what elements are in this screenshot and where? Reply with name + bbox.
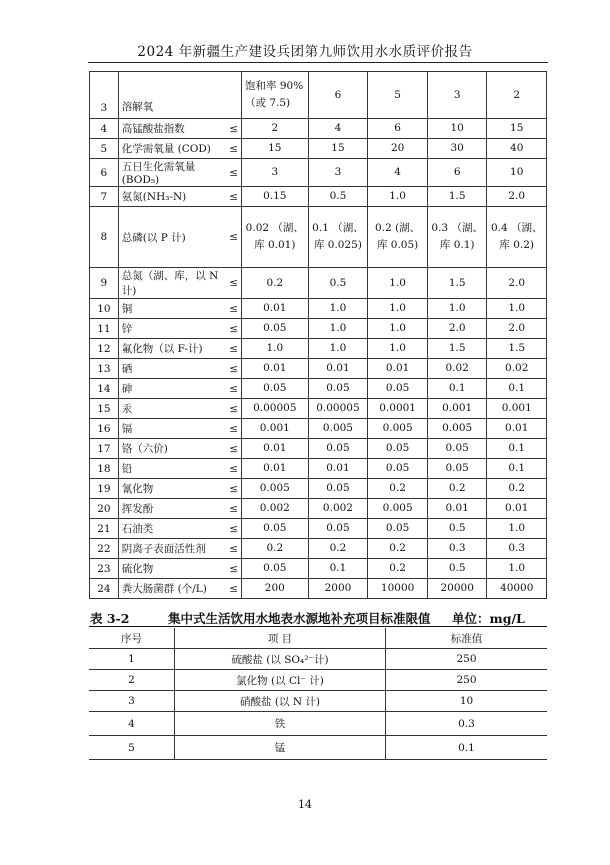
row-number: 22 (90, 539, 119, 559)
table2-header-no: 序号 (89, 628, 175, 649)
class-5-value: 2 (487, 72, 547, 119)
parameter-cell (118, 139, 241, 159)
class-5-value: 15 (487, 119, 547, 139)
limit-sign: ≤ (229, 231, 238, 243)
class-3-value: 1.0 (368, 319, 428, 339)
row-number: 21 (90, 519, 119, 539)
class-4-value: 3 (427, 72, 487, 119)
class-4-value: 1.5 (427, 187, 487, 207)
class-1-value: 0.01 (242, 439, 309, 459)
table-row (90, 399, 547, 419)
parameter-name: 氟化物（以 F-计) (121, 343, 203, 355)
row-number: 16 (90, 419, 119, 439)
row-number: 8 (90, 207, 119, 268)
class-5-value: 0.3 (487, 539, 547, 559)
class-1-value: 3 (242, 159, 309, 187)
row-number: 24 (90, 579, 119, 599)
table-row (90, 359, 547, 379)
row-number: 3 (90, 72, 119, 119)
table-row (89, 691, 547, 712)
parameter-name: 硫化物 (121, 563, 154, 575)
class-4-value: 20000 (427, 579, 487, 599)
class-2-value: 0.5 (308, 268, 368, 299)
parameter-name: 粪大肠菌群 (个/L) (121, 583, 207, 595)
class-5-value: 1.0 (487, 299, 547, 319)
class-1-value: 0.2 (242, 539, 309, 559)
class-2-value: 6 (308, 72, 368, 119)
class-2-value: 1.0 (308, 299, 368, 319)
table-row (90, 339, 547, 359)
class-4-value: 30 (427, 139, 487, 159)
class-2-value: 0.01 (308, 459, 368, 479)
table2-header-row (89, 628, 547, 649)
parameter-cell (118, 419, 241, 439)
row-number: 18 (90, 459, 119, 479)
class-2-value: 15 (308, 139, 368, 159)
limit-sign: ≤ (229, 522, 238, 535)
class-3-value: 0.2 (368, 479, 428, 499)
class-1-value: 0.01 (242, 459, 309, 479)
class-3-value: 1.0 (368, 339, 428, 359)
class-2-value: 0.00005 (308, 399, 368, 419)
parameter-name: 氨氮(NH₃-N) (121, 191, 187, 203)
class-4-value: 0.5 (427, 559, 487, 579)
table-row (89, 736, 547, 760)
parameter-cell (118, 399, 241, 419)
limit-sign: ≤ (229, 190, 238, 203)
parameter-cell (118, 359, 241, 379)
class-1-value: 0.005 (242, 479, 309, 499)
class-5-value: 0.01 (487, 499, 547, 519)
class-4-value: 10 (427, 119, 487, 139)
class-4-value: 0.1 (427, 379, 487, 399)
table-row (90, 139, 547, 159)
table-row (90, 379, 547, 399)
class-5-value: 40 (487, 139, 547, 159)
class-5-value: 2.0 (487, 268, 547, 299)
class-1-value: 0.05 (242, 519, 309, 539)
parameter-cell (118, 559, 241, 579)
limit-sign: ≤ (229, 422, 238, 435)
class-4-value: 1.5 (427, 268, 487, 299)
class-3-value: 0.01 (368, 359, 428, 379)
class-3-value: 0.05 (368, 459, 428, 479)
class-2-value: 0.005 (308, 419, 368, 439)
row-number: 12 (90, 339, 119, 359)
class-2-value: 0.5 (308, 187, 368, 207)
class-4-value: 2.0 (427, 319, 487, 339)
class-5-value: 0.4 （湖、库 0.2) (487, 207, 547, 268)
class-3-value: 0.05 (368, 519, 428, 539)
class-5-value: 0.001 (487, 399, 547, 419)
parameter-cell (118, 299, 241, 319)
parameter-cell (118, 187, 241, 207)
parameter-cell (118, 319, 241, 339)
parameter-cell (118, 519, 241, 539)
class-1-value: 0.00005 (242, 399, 309, 419)
class-1-value: 饱和率 90% （或 7.5) (242, 72, 309, 119)
class-1-value: 0.01 (242, 299, 309, 319)
limit-sign: ≤ (229, 482, 238, 495)
limit-sign: ≤ (229, 402, 238, 415)
class-1-value: 0.01 (242, 359, 309, 379)
class-2-value: 0.05 (308, 479, 368, 499)
supplementary-items-table (89, 628, 547, 760)
table2-item: 氯化物 (以 Cl⁻ 计) (175, 670, 386, 691)
class-3-value: 1.0 (368, 268, 428, 299)
row-number: 13 (90, 359, 119, 379)
limit-sign: ≤ (229, 122, 238, 135)
table-row (90, 119, 547, 139)
class-4-value: 0.05 (427, 439, 487, 459)
class-1-value: 2 (242, 119, 309, 139)
parameter-cell (118, 339, 241, 359)
class-5-value: 0.01 (487, 419, 547, 439)
class-3-value: 0.005 (368, 499, 428, 519)
parameter-name: 高锰酸盐指数 (121, 123, 185, 135)
class-5-value: 0.1 (487, 379, 547, 399)
parameter-name: 铜 (121, 303, 133, 315)
limit-sign: ≤ (229, 562, 238, 575)
header-rule (88, 62, 548, 63)
table-row (90, 299, 547, 319)
parameter-name: 砷 (121, 383, 133, 395)
parameter-cell (118, 72, 241, 119)
table2-label: 表 3-2 (90, 611, 130, 626)
table2-item: 硝酸盐 (以 N 计) (175, 691, 386, 712)
table2-top-rule (89, 626, 547, 627)
class-1-value: 1.0 (242, 339, 309, 359)
class-3-value: 4 (368, 159, 428, 187)
class-3-value: 0.2 (湖、库 0.05) (368, 207, 428, 268)
class-5-value: 2.0 (487, 319, 547, 339)
parameter-cell (118, 459, 241, 479)
class-1-value: 15 (242, 139, 309, 159)
table2-row-number: 1 (89, 649, 175, 670)
row-number: 15 (90, 399, 119, 419)
class-4-value: 0.001 (427, 399, 487, 419)
class-2-value: 0.05 (308, 519, 368, 539)
limit-sign: ≤ (229, 277, 238, 289)
parameter-name: 镉 (121, 423, 133, 435)
row-number: 5 (90, 139, 119, 159)
row-number: 10 (90, 299, 119, 319)
class-1-value: 0.02 （湖、库 0.01) (242, 207, 309, 268)
table-row (90, 159, 547, 187)
row-number: 19 (90, 479, 119, 499)
table-row (90, 419, 547, 439)
class-3-value: 1.0 (368, 187, 428, 207)
parameter-name: 总氮（湖、库，以 N 计) (121, 270, 219, 297)
row-number: 23 (90, 559, 119, 579)
class-3-value: 0.005 (368, 419, 428, 439)
parameter-cell (118, 439, 241, 459)
table-row (90, 207, 547, 268)
class-1-value: 0.001 (242, 419, 309, 439)
class-1-value: 0.05 (242, 559, 309, 579)
class-2-value: 1.0 (308, 339, 368, 359)
table2-header-value: 标准值 (386, 628, 548, 649)
table2-value: 0.1 (386, 736, 548, 760)
parameter-name: 氰化物 (121, 483, 154, 495)
table-row (90, 539, 547, 559)
class-4-value: 0.05 (427, 459, 487, 479)
row-number: 9 (90, 268, 119, 299)
class-3-value: 20 (368, 139, 428, 159)
class-4-value: 6 (427, 159, 487, 187)
class-2-value: 0.002 (308, 499, 368, 519)
parameter-cell (118, 379, 241, 399)
class-5-value: 0.2 (487, 479, 547, 499)
parameter-name: 溶解氧 (121, 101, 154, 113)
parameter-cell (118, 268, 241, 299)
class-1-value: 0.05 (242, 379, 309, 399)
table-row (90, 439, 547, 459)
table2-header-item: 项 目 (175, 628, 386, 649)
limit-sign: ≤ (229, 302, 238, 315)
limit-sign: ≤ (229, 342, 238, 355)
row-number: 4 (90, 119, 119, 139)
water-quality-limits-table (89, 71, 547, 599)
table2-item: 铁 (175, 712, 386, 736)
table2-row-number: 5 (89, 736, 175, 760)
class-4-value: 0.3 (427, 539, 487, 559)
class-4-value: 1.5 (427, 339, 487, 359)
class-2-value: 3 (308, 159, 368, 187)
class-3-value: 10000 (368, 579, 428, 599)
class-3-value: 1.0 (368, 299, 428, 319)
table-row (90, 559, 547, 579)
class-5-value: 10 (487, 159, 547, 187)
limit-sign: ≤ (229, 502, 238, 515)
class-2-value: 0.05 (308, 379, 368, 399)
table-row (90, 459, 547, 479)
row-number: 17 (90, 439, 119, 459)
table2-value: 250 (386, 649, 548, 670)
limit-sign: ≤ (229, 442, 238, 455)
class-2-value: 4 (308, 119, 368, 139)
table2-value: 0.3 (386, 712, 548, 736)
class-2-value: 0.2 (308, 539, 368, 559)
parameter-name: 锌 (121, 323, 133, 335)
table2-title-row (90, 609, 550, 627)
table-row (89, 649, 547, 670)
parameter-cell (118, 207, 241, 268)
class-3-value: 0.2 (368, 559, 428, 579)
table-row (90, 519, 547, 539)
parameter-cell (118, 479, 241, 499)
class-5-value: 1.0 (487, 559, 547, 579)
row-number: 7 (90, 187, 119, 207)
class-1-value: 0.002 (242, 499, 309, 519)
class-5-value: 1.5 (487, 339, 547, 359)
table-row (89, 670, 547, 691)
table-row (89, 712, 547, 736)
table2-row-number: 3 (89, 691, 175, 712)
table-row (90, 187, 547, 207)
limit-sign: ≤ (229, 382, 238, 395)
class-2-value: 2000 (308, 579, 368, 599)
parameter-name: 硒 (121, 363, 133, 375)
class-5-value: 1.0 (487, 519, 547, 539)
table2-item: 锰 (175, 736, 386, 760)
table2-row-number: 2 (89, 670, 175, 691)
class-2-value: 0.1 (308, 559, 368, 579)
parameter-cell (118, 159, 241, 187)
parameter-name: 总磷(以 P 计) (121, 231, 186, 244)
class-5-value: 0.1 (487, 459, 547, 479)
class-3-value: 0.2 (368, 539, 428, 559)
parameter-name: 铅 (121, 463, 133, 475)
class-4-value: 0.3 （湖、库 0.1) (427, 207, 487, 268)
table-row (90, 479, 547, 499)
parameter-name: 化学需氧量 (COD) (121, 143, 211, 155)
class-1-value: 0.15 (242, 187, 309, 207)
class-2-value: 0.05 (308, 439, 368, 459)
class-3-value: 0.05 (368, 379, 428, 399)
row-number: 14 (90, 379, 119, 399)
limit-sign: ≤ (229, 362, 238, 375)
parameter-cell (118, 539, 241, 559)
table-row (90, 579, 547, 599)
page-number: 14 (298, 798, 312, 811)
page-header: 2024 年新疆生产建设兵团第九师饮用水水质评价报告 (137, 44, 473, 60)
class-4-value: 0.005 (427, 419, 487, 439)
limit-sign: ≤ (229, 582, 238, 595)
table-row (90, 268, 547, 299)
class-3-value: 0.05 (368, 439, 428, 459)
table2-item: 硫酸盐 (以 SO₄²⁻计) (175, 649, 386, 670)
parameter-cell (118, 499, 241, 519)
limit-sign: ≤ (229, 462, 238, 475)
parameter-name: 汞 (121, 403, 133, 415)
class-4-value: 0.02 (427, 359, 487, 379)
class-2-value: 0.1 （湖、库 0.025) (308, 207, 368, 268)
parameter-name: 阴离子表面活性剂 (121, 543, 206, 555)
table2-value: 250 (386, 670, 548, 691)
class-4-value: 0.01 (427, 499, 487, 519)
row-number: 11 (90, 319, 119, 339)
class-4-value: 1.0 (427, 299, 487, 319)
class-5-value: 0.1 (487, 439, 547, 459)
class-3-value: 6 (368, 119, 428, 139)
parameter-cell (118, 579, 241, 599)
class-3-value: 0.0001 (368, 399, 428, 419)
table-row (90, 319, 547, 339)
class-2-value: 0.01 (308, 359, 368, 379)
table2-title: 集中式生活饮用水地表水源地补充项目标准限值 (168, 611, 431, 626)
parameter-name: 石油类 (121, 523, 154, 535)
class-5-value: 2.0 (487, 187, 547, 207)
limit-sign: ≤ (229, 142, 238, 155)
limit-sign: ≤ (229, 542, 238, 555)
table2-row-number: 4 (89, 712, 175, 736)
class-5-value: 40000 (487, 579, 547, 599)
class-3-value: 5 (368, 72, 428, 119)
table2-unit: 单位：mg/L (452, 611, 525, 626)
parameter-name: 挥发酚 (121, 503, 154, 515)
parameter-name: 五日生化需氧量 (BOD₅) (121, 161, 196, 186)
table-row (90, 72, 547, 119)
row-number: 6 (90, 159, 119, 187)
class-5-value: 0.02 (487, 359, 547, 379)
class-2-value: 1.0 (308, 319, 368, 339)
limit-sign: ≤ (229, 166, 238, 179)
limit-sign: ≤ (229, 322, 238, 335)
class-4-value: 0.5 (427, 519, 487, 539)
class-1-value: 0.2 (242, 268, 309, 299)
row-number: 20 (90, 499, 119, 519)
table-row (90, 499, 547, 519)
class-4-value: 0.2 (427, 479, 487, 499)
parameter-cell (118, 119, 241, 139)
table2-value: 10 (386, 691, 548, 712)
parameter-name: 铬（六价) (121, 443, 168, 455)
class-1-value: 200 (242, 579, 309, 599)
class-1-value: 0.05 (242, 319, 309, 339)
